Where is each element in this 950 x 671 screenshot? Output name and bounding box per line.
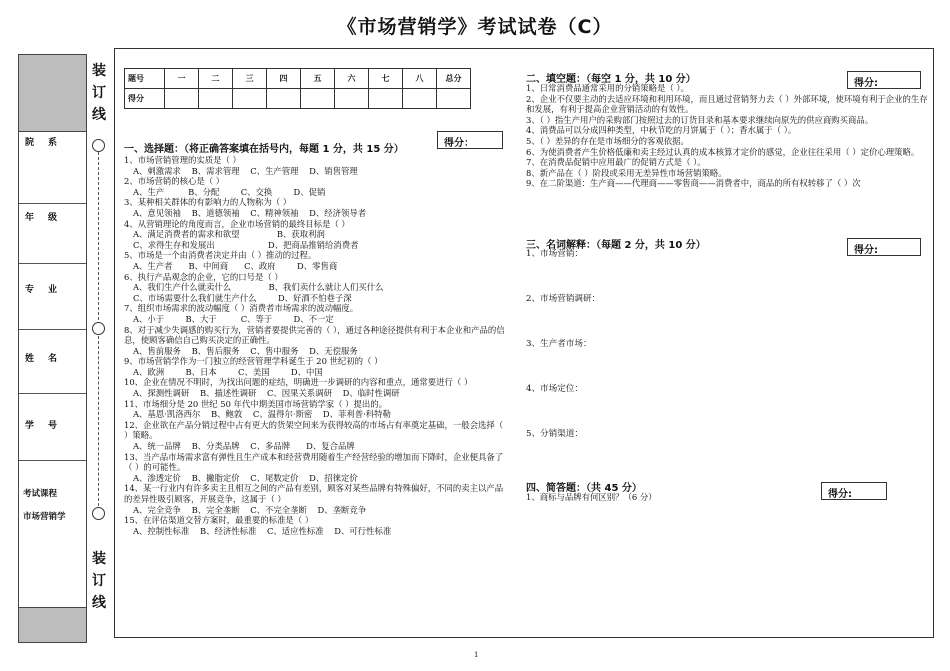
field-line-department <box>19 203 86 204</box>
question-options: A、售前服务 B、售后服务 C、售中服务 D、无偿服务 <box>133 345 358 356</box>
section3-terms <box>526 249 826 474</box>
score-table-header-row <box>125 69 471 89</box>
question-text: 4、从营销理论的角度而言，企业市场营销的最终目标是（ ） <box>124 218 350 229</box>
score-cell[interactable] <box>233 89 267 109</box>
term-definition-item: 4、市场定位： <box>526 384 584 394</box>
question-options: A、生产者 B、中间商 C、政府 D、零售商 <box>133 260 338 271</box>
term-definition-item: 5、分销渠道： <box>526 429 584 439</box>
fill-blank-question: 7、在消费品促销中应用最广的促销方式是（ ）。 <box>526 157 706 168</box>
question-options: A、生产 B、分配 C、交换 D、促销 <box>133 186 326 197</box>
field-label-department: 院系 <box>25 138 72 148</box>
question-text: 1、市场营销管理的实质是（ ） <box>124 155 241 165</box>
score-cell-header: 题号 <box>125 69 165 89</box>
binding-strip <box>18 54 87 643</box>
fill-blank-question: 4、消费品可以分成四种类型，中秋节吃的月饼属于（ ）；香水属于（ ）。 <box>526 125 797 136</box>
exam-title: 《市场营销学》考试试卷（C） <box>337 16 613 38</box>
score-cell[interactable] <box>199 89 233 109</box>
binding-strip-bottom-shade <box>19 607 86 642</box>
section2-score-box: 得分: <box>847 71 921 89</box>
term-definition-item: 2、市场营销调研： <box>526 294 601 304</box>
binding-hole-2 <box>92 322 105 335</box>
section4-question-wrap <box>526 492 826 503</box>
question-options: A、意见领袖 B、道德领袖 C、精神领袖 D、经济领导者 <box>133 207 367 218</box>
question-options: A、探测性调研 B、描述性调研 C、因果关系调研 D、临时性调研 <box>133 388 400 399</box>
question-options: A、刺激需求 B、需求管理 C、生产管理 D、销售管理 <box>133 165 358 176</box>
section1-heading: 一、选择题：（将正确答案填在括号内，每题 1 分，共 15 分） <box>124 144 404 155</box>
question-text: 3、某种相关群体的有影响力的人物称为（ ） <box>124 197 292 208</box>
section2-heading: 二、填空题：（每空 1 分，共 10 分） <box>526 74 696 85</box>
score-cell[interactable] <box>403 89 437 109</box>
score-cell-header: 二 <box>199 69 233 89</box>
question-options: A、满足消费者的需求和欲望 B、获取利润 <box>133 229 325 240</box>
question-text: 8、对于减少失调感的购买行为，营销者要提供完善的（ ），通过各种途径提供有利于本企业和产品的信息，使顾客确信自己购买决定的正确性。 <box>124 324 505 346</box>
section1-score-box: 得分： <box>437 131 503 149</box>
score-cell-header: 三 <box>233 69 267 89</box>
score-table <box>124 68 471 109</box>
score-cell-header: 八 <box>403 69 437 89</box>
question-options: A、渗透定价 B、撇脂定价 C、尾数定价 D、招徕定价 <box>133 472 358 483</box>
term-definition-item: 3、生产者市场： <box>526 339 592 349</box>
question-text: 14、某一行业内有许多卖主且相互之间的产品有差别，顾客对某些品牌有特殊偏好，不同的卖主以产品的差异性吸引顾客，开展竞争，这属于（ ） <box>124 483 504 504</box>
cut-line-1 <box>98 152 99 320</box>
question-options: A、基恩·凯洛西尔 B、鲍敦 C、温得尔·斯密 D、菲利普·科特勒 <box>133 409 391 420</box>
question-options: A、完全竞争 B、完全垄断 C、不完全垄断 D、垄断竞争 <box>133 504 367 515</box>
score-cell-header: 六 <box>335 69 369 89</box>
course-label: 考试课程 <box>23 489 58 499</box>
course-name: 市场营销学 <box>23 512 66 522</box>
score-cell-header: 七 <box>369 69 403 89</box>
score-cell[interactable] <box>267 89 301 109</box>
question-text: 12、企业欲在产品分销过程中占有更大的货架空间来为获得较高的市场占有率奠定基础，一般会选择（ ）策略。 <box>124 419 504 441</box>
score-cell[interactable] <box>335 89 369 109</box>
field-line-name <box>19 393 86 394</box>
field-line-student-id <box>19 460 86 461</box>
section2-questions <box>526 83 930 189</box>
fill-blank-question: 3、（ ）指生产用户的采购部门按照过去的订货目录和基本要求继续向原先的供应商购买商品。 <box>526 114 874 125</box>
score-cell[interactable] <box>369 89 403 109</box>
binding-strip-top-shade <box>19 55 86 132</box>
question-text: 11、市场细分是 20 世纪 50 年代中期美国市场营销学家（ ）提出的。 <box>124 398 388 409</box>
fill-blank-question: 5、（ ）差异的存在是市场细分的客观依据。 <box>526 135 689 146</box>
question-options: A、欧洲 B、日本 C、美国 D、中国 <box>133 366 323 377</box>
section3-heading: 三、名词解释：（每题 2 分，共 10 分） <box>526 240 706 251</box>
question-text: 6、执行产品观念的企业，它的口号是（ ） <box>124 271 283 282</box>
question-text: 13、当产品市场需求富有弹性且生产成本和经营费用随着生产经营经验的增加而下降时，企业便具备了（ ）的可能性。 <box>124 451 504 473</box>
score-cell-header: 总分 <box>437 69 471 89</box>
score-cell[interactable] <box>437 89 471 109</box>
question-options: A、统一品牌 B、分类品牌 C、多品牌 D、复合品牌 <box>133 441 355 452</box>
field-label-student-id: 学号 <box>25 421 72 431</box>
score-cell[interactable] <box>165 89 199 109</box>
section4-heading: 四、简答题：（共 45 分） <box>526 483 642 494</box>
question-options: C、市场需要什么我们就生产什么 D、好酒不怕巷子深 <box>133 292 352 303</box>
question-options: A、控制性标准 B、经济性标准 C、适应性标准 D、可行性标准 <box>133 525 392 536</box>
binding-hole-1 <box>92 139 105 152</box>
score-cell-header: 一 <box>165 69 199 89</box>
question-text: 15、在评估渠道交替方案时，最重要的标准是（ ） <box>124 515 314 526</box>
score-cell[interactable] <box>301 89 335 109</box>
fill-blank-question: 6、为使消费者产生价格低廉和卖主经过认真的成本核算才定价的感觉，企业往往采用（ ）定价心理策略。 <box>526 146 920 157</box>
field-label-grade: 年级 <box>25 213 72 223</box>
question-text: 2、市场营销的核心是（ ） <box>124 176 225 187</box>
binding-hole-3 <box>92 507 105 520</box>
question-text: 10、企业在情况不明时，为找出问题的症结，明确进一步调研的内容和重点，通常要进行（ ） <box>124 377 473 388</box>
question-options: A、我们生产什么就卖什么 B、我们卖什么就让人们买什么 <box>133 282 384 293</box>
score-cell-header: 四 <box>267 69 301 89</box>
section4-question-1: 1、商标与品牌有何区别？（6 分） <box>526 492 657 502</box>
field-label-major: 专业 <box>25 285 72 295</box>
question-text: 5、市场是一个由消费者决定并由（ ）推动的过程。 <box>124 250 317 261</box>
score-cell-header: 五 <box>301 69 335 89</box>
fill-blank-question: 1、日常消费品通常采用的分销策略是（ ）。 <box>526 83 689 93</box>
cut-line-2 <box>98 336 99 506</box>
score-row-label: 得分 <box>125 89 165 109</box>
question-text: 7、组织市场需求的波动幅度（ ）消费者市场需求的波动幅度。 <box>124 303 359 314</box>
binding-text-bottom: 装 订 线 <box>92 551 106 611</box>
fill-blank-question: 8、新产品在（ ）阶段或采用无差异性市场营销策略。 <box>526 167 727 178</box>
term-definition-item: 1、市场营销： <box>526 249 584 259</box>
section1-questions <box>124 155 506 536</box>
question-options: A、小于 B、大于 C、等于 D、不一定 <box>133 313 334 324</box>
section4-score-box: 得分: <box>821 482 887 500</box>
fill-blank-question: 9、在二阶渠道：生产商——代理商——零售商——消费者中，商品的所有权转移了（ ）次 <box>526 178 861 189</box>
binding-text-top: 装 订 线 <box>92 63 106 123</box>
field-label-name: 姓名 <box>25 354 72 364</box>
section3-score-box: 得分: <box>847 238 921 256</box>
question-text: 9、市场营销学作为一门独立的经营管理学科诞生于 20 世纪初的（ ） <box>124 356 383 367</box>
field-line-major <box>19 329 86 330</box>
field-line-grade <box>19 263 86 264</box>
fill-blank-question: 2、企业不仅要主动的去适应环境和利用环境，而且通过营销努力去（ ）外部环境，使环境有利于企业的生存和发展，有利于提高企业营销活动的有效性。 <box>526 93 928 115</box>
score-table-score-row <box>125 89 471 109</box>
question-options: C、求得生存和发展出 D、把商品推销给消费者 <box>133 239 359 250</box>
page-number: 1 <box>474 651 479 659</box>
